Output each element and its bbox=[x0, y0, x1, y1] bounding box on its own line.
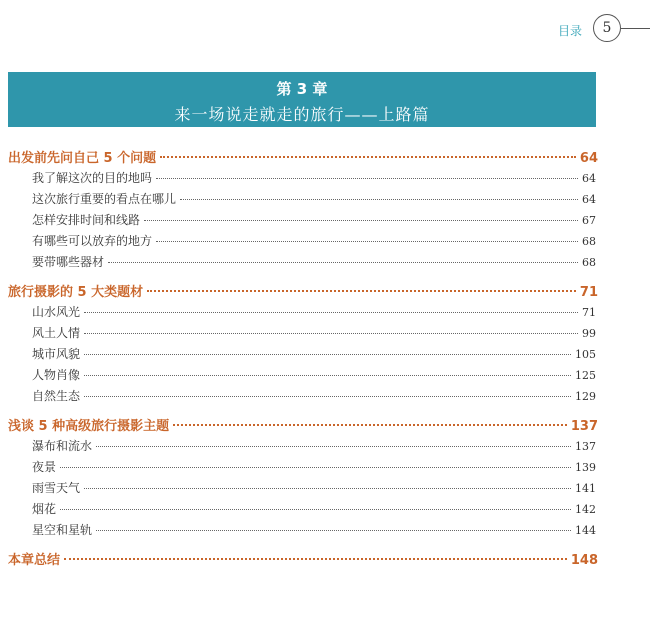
toc-entry-page: 144 bbox=[575, 524, 596, 537]
dot-leader bbox=[173, 424, 567, 426]
toc-entry-page: 129 bbox=[575, 390, 596, 403]
dot-leader bbox=[160, 156, 576, 158]
dot-leader bbox=[84, 375, 571, 376]
toc-entry-page: 99 bbox=[582, 327, 596, 340]
toc-entry-page: 64 bbox=[582, 172, 596, 185]
toc-header-label: 目录 bbox=[558, 24, 583, 38]
toc-section[interactable] bbox=[8, 147, 598, 169]
dot-leader bbox=[96, 530, 571, 531]
toc-entry-page: 139 bbox=[575, 461, 596, 474]
toc-entry-title: 城市风貌 bbox=[32, 347, 81, 361]
toc-entry[interactable] bbox=[32, 437, 596, 458]
toc-entry-title: 有哪些可以放弃的地方 bbox=[32, 234, 153, 248]
toc-section-page: 137 bbox=[570, 419, 598, 434]
toc-entry-title: 自然生态 bbox=[32, 389, 81, 403]
chapter-banner bbox=[8, 72, 596, 127]
dot-leader bbox=[156, 178, 578, 179]
toc-entry[interactable] bbox=[32, 521, 596, 542]
toc-section[interactable] bbox=[8, 281, 598, 303]
toc-entry-title: 星空和星轨 bbox=[32, 523, 93, 537]
toc-entry-page: 68 bbox=[582, 235, 596, 248]
dot-leader bbox=[64, 558, 567, 560]
toc-entry-title: 山水风光 bbox=[32, 305, 81, 319]
toc-section-title: 本章总结 bbox=[8, 553, 61, 568]
toc-entry-title: 人物肖像 bbox=[32, 368, 81, 382]
toc-entry-page: 137 bbox=[575, 440, 596, 453]
toc-entry-page: 71 bbox=[582, 306, 596, 319]
toc-entry[interactable] bbox=[32, 211, 596, 232]
dot-leader bbox=[84, 333, 578, 334]
toc-entry[interactable] bbox=[32, 190, 596, 211]
toc-entry-title: 烟花 bbox=[32, 502, 57, 516]
dot-leader bbox=[84, 396, 571, 397]
toc-entry-title: 要带哪些器材 bbox=[32, 255, 105, 269]
toc-entry[interactable] bbox=[32, 366, 596, 387]
toc-section[interactable] bbox=[8, 415, 598, 437]
toc-entry[interactable] bbox=[32, 232, 596, 253]
chapter-number: 第 3 章 bbox=[276, 80, 328, 98]
toc-entry[interactable] bbox=[32, 324, 596, 345]
toc-entry-title: 瀑布和流水 bbox=[32, 439, 93, 453]
dot-leader bbox=[108, 262, 578, 263]
chapter-title: 来一场说走就走的旅行——上路篇 bbox=[174, 105, 430, 124]
toc-entry-page: 68 bbox=[582, 256, 596, 269]
dot-leader bbox=[147, 290, 576, 292]
dot-leader bbox=[156, 241, 578, 242]
toc-section-title: 旅行摄影的 5 大类题材 bbox=[8, 285, 144, 300]
dot-leader bbox=[96, 446, 571, 447]
toc-entry[interactable] bbox=[32, 458, 596, 479]
toc-entry[interactable] bbox=[32, 253, 596, 274]
toc-entry-title: 我了解这次的目的地吗 bbox=[32, 171, 153, 185]
toc-entry[interactable] bbox=[32, 303, 596, 324]
toc-entry-title: 雨雪天气 bbox=[32, 481, 81, 495]
toc-entry-page: 105 bbox=[575, 348, 596, 361]
toc-entry-page: 64 bbox=[582, 193, 596, 206]
toc-entry[interactable] bbox=[32, 500, 596, 521]
toc-section-page: 64 bbox=[579, 151, 598, 166]
toc-entry[interactable] bbox=[32, 345, 596, 366]
toc-entry-title: 怎样安排时间和线路 bbox=[32, 213, 141, 227]
toc-section-title: 浅谈 5 种高级旅行摄影主题 bbox=[8, 419, 170, 434]
toc-entry-page: 125 bbox=[575, 369, 596, 382]
toc-entry-page: 141 bbox=[575, 482, 596, 495]
table-of-contents bbox=[8, 147, 598, 571]
toc-section-page: 148 bbox=[570, 553, 598, 568]
toc-entry[interactable] bbox=[32, 387, 596, 408]
toc-entry-title: 风土人情 bbox=[32, 326, 81, 340]
dot-leader bbox=[60, 509, 571, 510]
dot-leader bbox=[84, 488, 571, 489]
page-number-rule bbox=[621, 28, 650, 29]
dot-leader bbox=[84, 312, 578, 313]
toc-section-title: 出发前先问自己 5 个问题 bbox=[8, 151, 157, 166]
dot-leader bbox=[144, 220, 578, 221]
toc-section[interactable] bbox=[8, 549, 598, 571]
dot-leader bbox=[60, 467, 571, 468]
page-number: 5 bbox=[593, 14, 621, 42]
toc-entry[interactable] bbox=[32, 479, 596, 500]
toc-entry-page: 142 bbox=[575, 503, 596, 516]
dot-leader bbox=[84, 354, 571, 355]
toc-entry-title: 夜景 bbox=[32, 460, 57, 474]
dot-leader bbox=[180, 199, 578, 200]
toc-section-page: 71 bbox=[579, 285, 598, 300]
toc-entry[interactable] bbox=[32, 169, 596, 190]
toc-entry-page: 67 bbox=[582, 214, 596, 227]
toc-entry-title: 这次旅行重要的看点在哪儿 bbox=[32, 192, 177, 206]
